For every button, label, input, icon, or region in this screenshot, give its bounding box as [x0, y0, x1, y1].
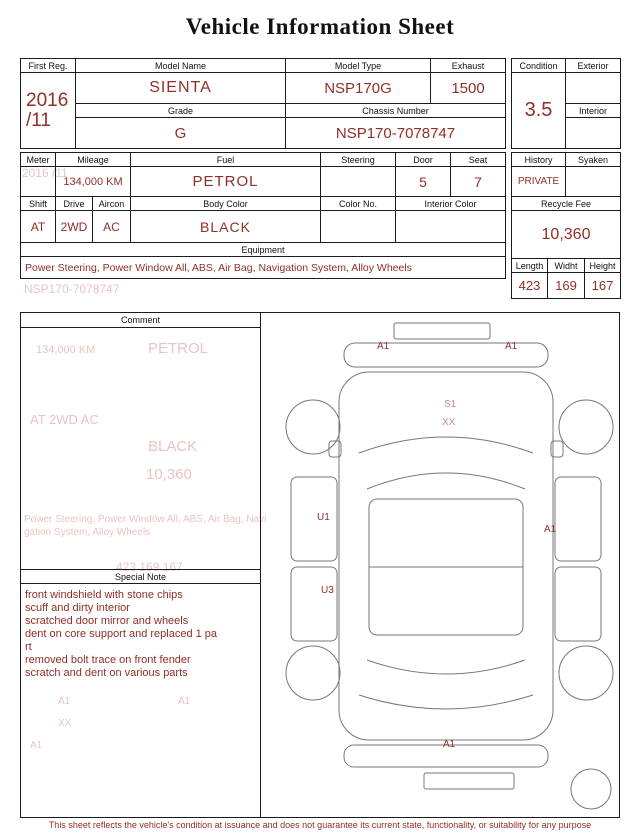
fuel-value: PETROL	[131, 167, 321, 197]
special-note-label: Special Note	[21, 569, 260, 584]
front-plate-shape	[394, 323, 490, 339]
windshield-top-line	[359, 437, 533, 453]
damage-code-label: XX	[442, 417, 456, 428]
ghost-text: 10,360	[146, 466, 192, 483]
special-note-line: scratch and dent on various parts	[25, 667, 188, 679]
grade-label: Grade	[76, 104, 286, 118]
comment-label: Comment	[21, 313, 260, 328]
damage-code-label: S1	[444, 399, 457, 410]
shift-label: Shift	[21, 197, 56, 211]
damage-code-label: A1	[443, 739, 456, 750]
exhaust-value: 1500	[431, 73, 506, 104]
chassis-number-value: NSP170-7078747	[286, 118, 506, 149]
rear-plate-shape	[424, 773, 514, 789]
spare-wheel	[571, 769, 611, 809]
mileage-label: Mileage	[56, 153, 131, 167]
body-color-value: BLACK	[131, 211, 321, 243]
height-value: 167	[585, 273, 621, 299]
comment-column	[21, 313, 261, 817]
history-label: History	[512, 153, 566, 167]
color-no-label: Color No.	[321, 197, 396, 211]
disclaimer-text: This sheet reflects the vehicle's condition at issuance and does not guarantee its current state, functionality, or suitability for any purpose	[48, 820, 592, 830]
damage-code-label: U3	[321, 585, 334, 596]
rear-right-wheel	[559, 646, 613, 700]
mileage-value: 134,000 KM	[56, 167, 131, 197]
fuel-label: Fuel	[131, 153, 321, 167]
body-color-label: Body Color	[131, 197, 321, 211]
right-rear-door-panel	[555, 567, 601, 641]
exterior-value	[566, 73, 621, 104]
front-right-wheel	[559, 400, 613, 454]
damage-code-label: A1	[377, 341, 390, 352]
model-type-value: NSP170G	[286, 73, 431, 104]
special-note-line: dent on core support and replaced 1 pa	[25, 628, 218, 640]
drive-label: Drive	[56, 197, 93, 211]
condition-value: 3.5	[512, 73, 566, 149]
recycle-fee-label: Recycle Fee	[512, 197, 621, 211]
ghost-text: BLACK	[148, 438, 198, 455]
drive-value: 2WD	[56, 211, 93, 243]
first-reg-year: 2016	[26, 89, 69, 111]
ghost-text: A1	[178, 696, 191, 707]
model-type-label: Model Type	[286, 59, 431, 73]
syaken-value	[566, 167, 621, 197]
model-name-value: SIENTA	[76, 73, 286, 104]
equipment-label: Equipment	[21, 243, 506, 257]
recycle-fee-value: 10,360	[512, 211, 621, 259]
damage-code-label: A1	[505, 341, 518, 352]
door-label: Door	[396, 153, 451, 167]
aircon-value: AC	[93, 211, 131, 243]
rear-window-top-line	[367, 660, 525, 674]
height-label: Height	[585, 259, 621, 273]
interior-color-value	[396, 211, 506, 243]
special-note-line: front windshield with stone chips	[25, 589, 183, 601]
identification-table	[20, 58, 506, 149]
left-front-door-panel	[291, 477, 337, 561]
ghost-text: 423 169 167	[116, 560, 183, 574]
model-name-label: Model Name	[76, 59, 286, 73]
ghost-text: XX	[58, 718, 72, 729]
shift-value: AT	[21, 211, 56, 243]
damage-code-label: U1	[317, 512, 330, 523]
chassis-number-label: Chassis Number	[286, 104, 506, 118]
special-note-line: removed bolt trace on front fender	[25, 654, 191, 666]
first-reg-value	[21, 73, 76, 149]
length-value: 423	[512, 273, 548, 299]
special-note-line: scuff and dirty interior	[25, 602, 130, 614]
condition-label: Condition	[512, 59, 566, 73]
special-note-line: rt	[25, 641, 32, 653]
rear-left-wheel	[286, 646, 340, 700]
steering-label: Steering	[321, 153, 396, 167]
car-diagram	[271, 315, 621, 815]
ghost-text: 2016 /11	[22, 166, 68, 180]
grade-value: G	[76, 118, 286, 149]
ghost-text: NSP170-7078747	[24, 282, 120, 296]
exhaust-label: Exhaust	[431, 59, 506, 73]
history-fee-table	[511, 152, 621, 299]
history-value: PRIVATE	[512, 167, 566, 197]
front-bumper-shape	[344, 343, 548, 367]
page-title: Vehicle Information Sheet	[185, 14, 455, 39]
details-table	[20, 152, 506, 279]
interior-color-label: Interior Color	[396, 197, 506, 211]
ghost-text: gation System, Alloy Wheels	[24, 527, 151, 538]
ghost-text: AT 2WD AC	[30, 412, 99, 427]
front-left-wheel	[286, 400, 340, 454]
first-reg-label: First Reg.	[21, 59, 76, 73]
special-note-text	[21, 586, 260, 683]
ghost-text: PETROL	[148, 340, 209, 357]
aircon-label: Aircon	[93, 197, 131, 211]
ghost-text: A1	[58, 696, 71, 707]
ghost-text: 134,000 KM	[36, 344, 96, 356]
seat-label: Seat	[451, 153, 506, 167]
exterior-label: Exterior	[566, 59, 621, 73]
meter-value	[21, 167, 56, 197]
door-value: 5	[396, 167, 451, 197]
bottom-section	[20, 312, 620, 818]
left-rear-door-panel	[291, 567, 337, 641]
width-label: Widht	[548, 259, 585, 273]
seat-value: 7	[451, 167, 506, 197]
right-front-door-panel	[555, 477, 601, 561]
ghost-text: A1	[30, 740, 43, 751]
ghost-text: Power Steering, Power Window All, ABS, Air Bag, Navi	[24, 514, 267, 525]
width-value: 169	[548, 273, 585, 299]
length-label: Length	[512, 259, 548, 273]
syaken-label: Syaken	[566, 153, 621, 167]
steering-value	[321, 167, 396, 197]
color-no-value	[321, 211, 396, 243]
rear-window-bottom-line	[359, 695, 533, 709]
windshield-bottom-line	[367, 473, 525, 489]
interior-value	[566, 118, 621, 149]
equipment-value: Power Steering, Power Window All, ABS, Air Bag, Navigation System, Alloy Wheels	[21, 257, 506, 279]
damage-code-label: A1	[544, 524, 557, 535]
interior-label: Interior	[566, 104, 621, 118]
meter-label: Meter	[21, 153, 56, 167]
first-reg-month: /11	[26, 109, 52, 131]
special-note-line: scratched door mirror and wheels	[25, 615, 189, 627]
condition-table	[511, 58, 621, 149]
